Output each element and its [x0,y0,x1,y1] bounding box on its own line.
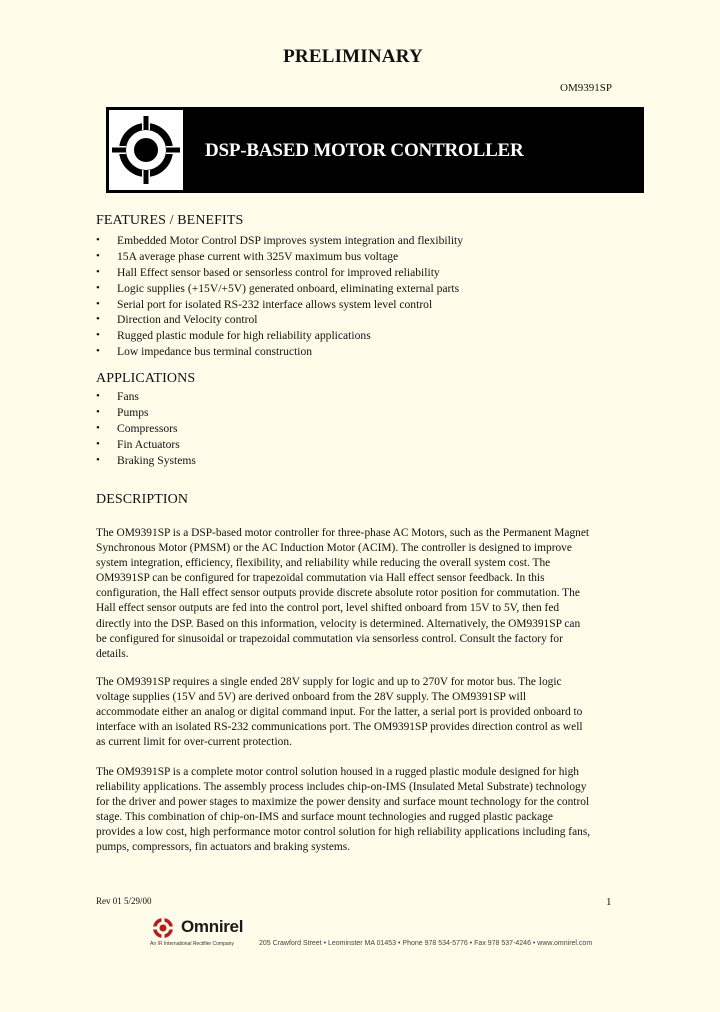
omnirel-circle-logo-icon [109,110,183,190]
part-number: OM9391SP [560,82,612,94]
applications-list [96,389,196,468]
preliminary-heading: PRELIMINARY [283,46,423,67]
company-tagline: An IR International Rectifier Company [150,941,234,947]
features-list [96,233,463,360]
list-item: • Embedded Motor Control DSP improves system integration and flexibility [96,234,464,247]
page-number: 1 [606,896,612,908]
description-paragraph-2: The OM9391SP requires a single ended 28V supply for logic and up to 270V for motor bus. The logic voltage supplies (15V and 5V) are derived onboard from the 28V supply. The OM9391SP will accommodate either an analog or digital command input. For the latter, a serial port is provided onboard to interface with an isolated RS-232 communications port. The OM9391SP provides direction control as well as current limit for over-current protection. [96,676,583,749]
list-item: • Low impedance bus terminal construction [96,345,313,359]
description-heading: DESCRIPTION [96,492,189,507]
list-item: • Serial port for isolated RS-232 interface allows system level control [96,297,433,311]
list-item: • Braking Systems [96,453,196,467]
document-title: DSP-BASED MOTOR CONTROLLER [205,140,524,161]
list-item: • Fin Actuators [96,437,180,451]
applications-heading: APPLICATIONS [96,371,196,386]
list-item: • Logic supplies (+15V/+5V) generated onboard, eliminating external parts [96,281,460,295]
list-item: • Direction and Velocity control [96,313,258,327]
features-heading: FEATURES / BENEFITS [96,213,244,228]
list-item: • Pumps [96,405,149,419]
description-paragraph-3: The OM9391SP is a complete motor control solution housed in a rugged plastic module designed for high reliability applications. The assembly process includes chip-on-IMS (Insulated Metal Substrate) technology for the driver and power stages to maximize the power density and surface mount technology for the control stage. This combination of chip-on-IMS and surface mount technologies and rugged plastic package provides a low cost, high performance motor control solution for high reliability applications including fans, pumps, compressors, fin actuators and braking systems. [96,766,591,854]
omnirel-logo-icon [149,917,179,944]
company-address: 205 Crawford Street • Leominster MA 01453 • Phone 978 534-5776 • Fax 978 537-4246 • www.omnirel.com [259,940,593,947]
list-item: • Compressors [96,421,178,435]
revision-label: Rev 01 5/29/00 [96,896,152,906]
list-item: • 15A average phase current with 325V maximum bus voltage [96,249,399,263]
list-item: • Rugged plastic module for high reliability applications [96,329,371,343]
description-paragraph-1: The OM9391SP is a DSP-based motor controller for three-phase AC Motors, such as the Permanent Magnet Synchronous Motor (PMSM) or the AC Induction Motor (ACIM). The controller is designed to improve system integration, efficiency, flexibility, and reliability while reducing the overall system cost. The OM9391SP can be configured for trapezoidal commutation via Hall effect sensor feedback. In this configuration, the Hall effect sensor outputs provide discrete absolute rotor position for commutation. The Hall effect sensor outputs are fed into the control port, level shifted onboard from 15V to 5V, then fed directly into the DSP. Based on this information, velocity is determined. Alternatively, the OM9391SP can be configured for sinusoidal or trapezoidal commutation via sensorless control. Consult the factory for details. [96,527,590,660]
list-item: • Fans [96,390,139,403]
company-name: Omnirel [181,917,244,936]
list-item: • Hall Effect sensor based or sensorless control for improved reliability [96,265,440,279]
